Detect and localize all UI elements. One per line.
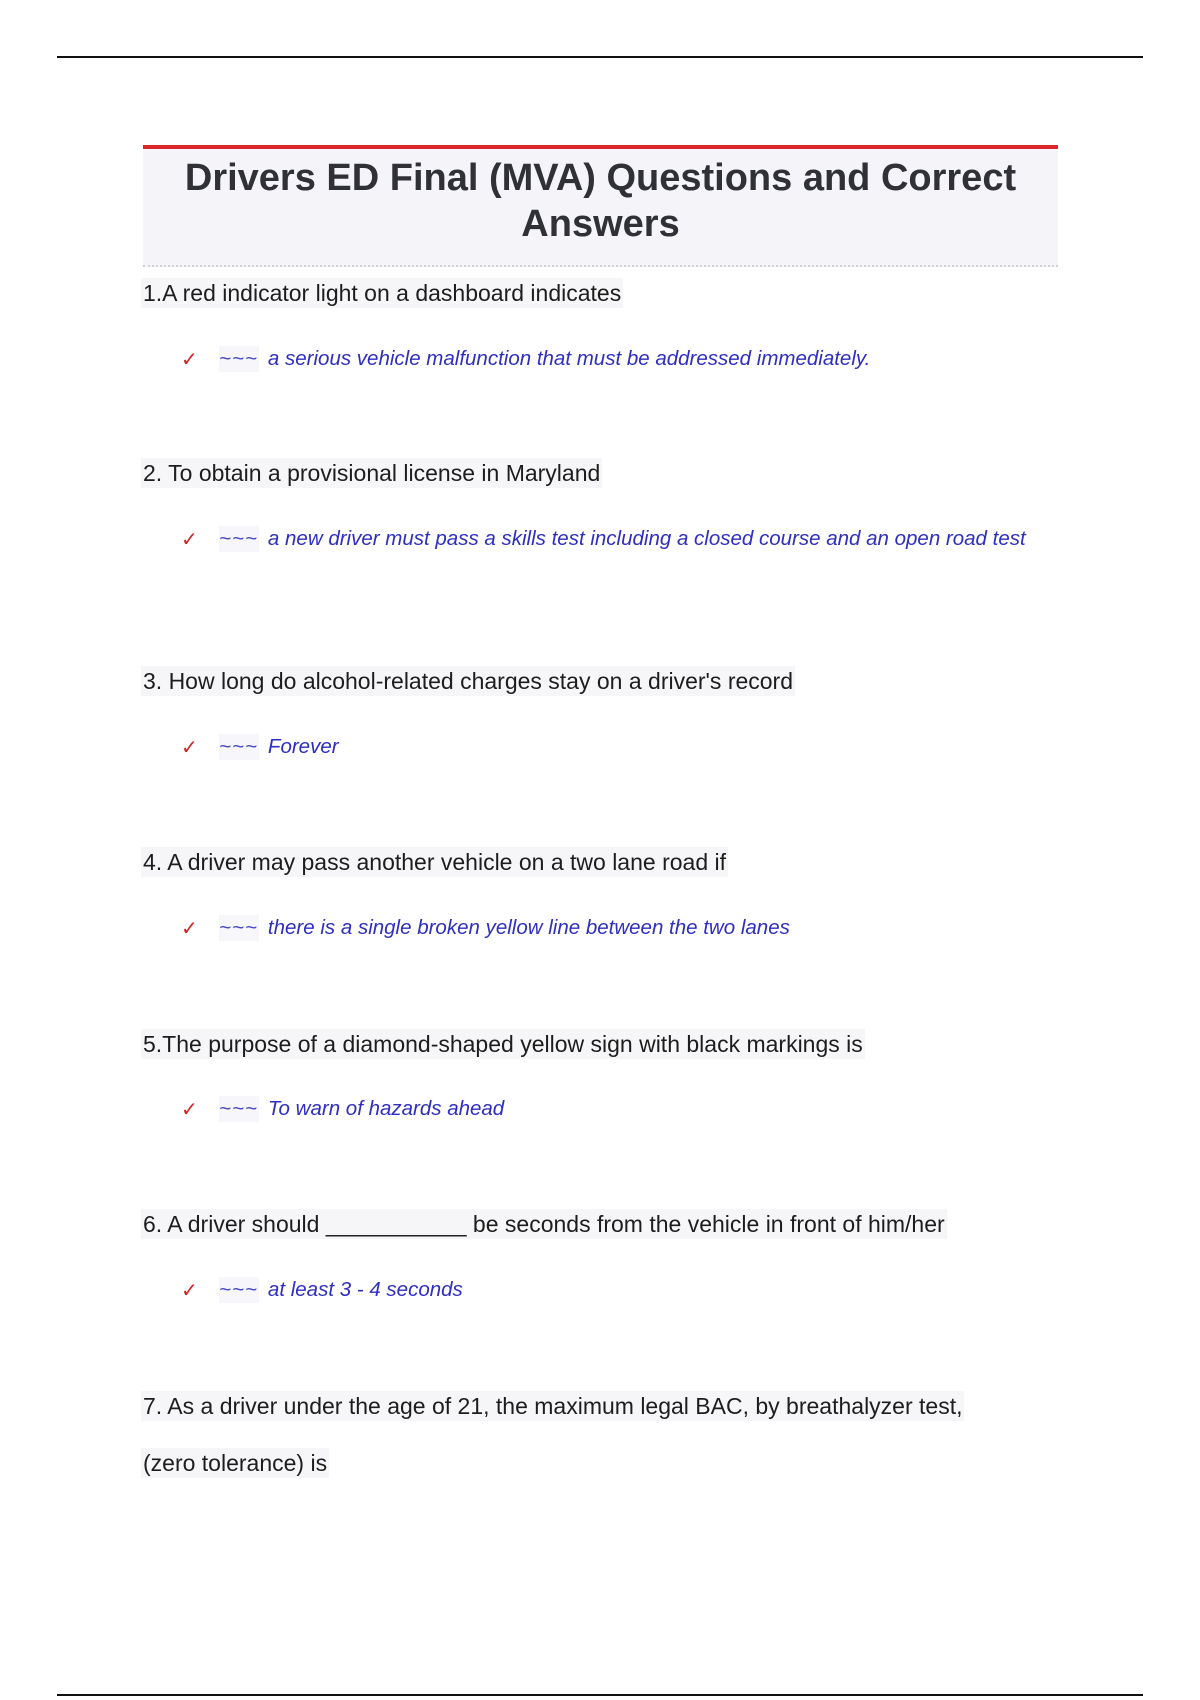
question-text: 6. A driver should ___________ be seconds from the vehicle in front of him/her bbox=[143, 1211, 945, 1237]
question-3 bbox=[143, 666, 795, 696]
answer-2 bbox=[143, 526, 1059, 552]
answer-6 bbox=[143, 1277, 1059, 1303]
check-icon: ✓ bbox=[181, 1097, 198, 1121]
question-text: 1.A red indicator light on a dashboard indicates bbox=[143, 280, 622, 306]
question-text: 3. How long do alcohol-related charges stay on a driver's record bbox=[143, 668, 794, 694]
answer-text: ~~~ a new driver must pass a skills test including a closed course and an open road test bbox=[219, 526, 1059, 552]
answer-prefix: ~~~ bbox=[219, 347, 258, 370]
answer-3 bbox=[143, 734, 1059, 760]
answer-text: ~~~ Forever bbox=[219, 734, 1059, 760]
answer-prefix: ~~~ bbox=[219, 1278, 258, 1301]
page-title: Drivers ED Final (MVA) Questions and Correct Answers bbox=[184, 157, 1017, 245]
question-text: 4. A driver may pass another vehicle on a two lane road if bbox=[143, 849, 726, 875]
question-1 bbox=[143, 278, 623, 308]
answer-prefix: ~~~ bbox=[219, 527, 258, 550]
answer-prefix: ~~~ bbox=[219, 1097, 258, 1120]
question-6 bbox=[143, 1209, 947, 1239]
answer-prefix: ~~~ bbox=[219, 916, 258, 939]
question-5 bbox=[143, 1029, 865, 1059]
answer-text: ~~~ at least 3 - 4 seconds bbox=[219, 1277, 1059, 1303]
question-text: 7. As a driver under the age of 21, the maximum legal BAC, by breathalyzer test, bbox=[143, 1393, 963, 1419]
answer-prefix: ~~~ bbox=[219, 735, 258, 758]
document-page bbox=[143, 145, 1058, 1476]
answer-1 bbox=[143, 346, 1059, 372]
check-icon: ✓ bbox=[181, 527, 198, 551]
question-2 bbox=[143, 458, 602, 488]
question-text: 2. To obtain a provisional license in Maryland bbox=[143, 460, 601, 486]
answer-text: ~~~ there is a single broken yellow line between the two lanes bbox=[219, 915, 1059, 941]
title-banner bbox=[143, 145, 1058, 267]
check-icon: ✓ bbox=[181, 1278, 198, 1302]
question-7-line-1 bbox=[143, 1391, 964, 1421]
check-icon: ✓ bbox=[181, 916, 198, 940]
check-icon: ✓ bbox=[181, 735, 198, 759]
check-icon: ✓ bbox=[181, 347, 198, 371]
answer-text: ~~~ a serious vehicle malfunction that must be addressed immediately. bbox=[219, 346, 1059, 372]
answer-4 bbox=[143, 915, 1059, 941]
header-rule bbox=[57, 56, 1143, 58]
answer-text: ~~~ To warn of hazards ahead bbox=[219, 1096, 1059, 1122]
footer-rule bbox=[57, 1694, 1143, 1696]
question-text: 5.The purpose of a diamond-shaped yellow sign with black markings is bbox=[143, 1031, 863, 1057]
question-text: (zero tolerance) is bbox=[143, 1450, 328, 1476]
question-4 bbox=[143, 847, 728, 877]
question-7-line-2 bbox=[143, 1448, 329, 1478]
answer-5 bbox=[143, 1096, 1059, 1122]
